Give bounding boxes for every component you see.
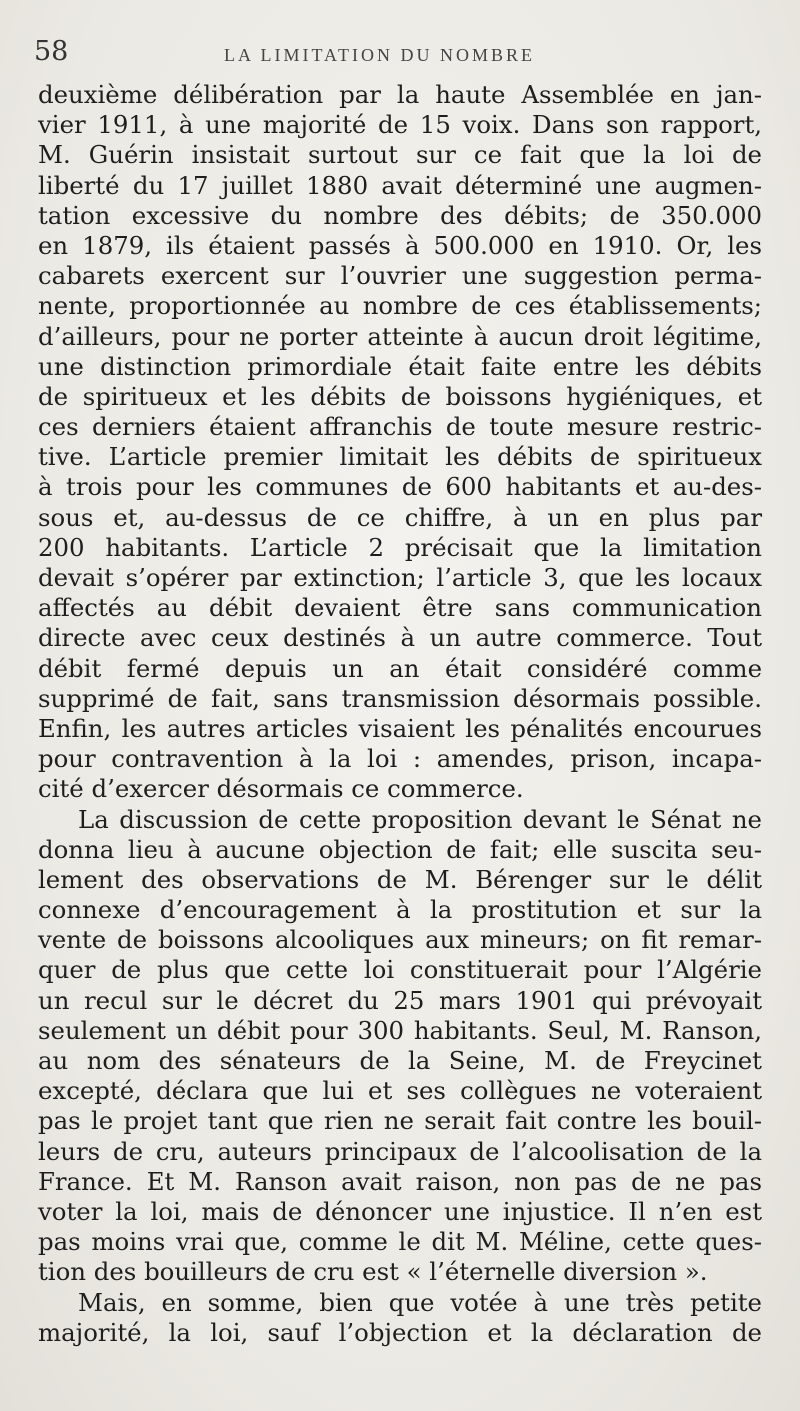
text-line: d’ailleurs, pour ne porter atteinte à aucun droit légitime, (38, 321, 762, 351)
paragraph-start-line: La discussion de cette proposition devant le Sénat ne (78, 804, 762, 834)
running-title: LA LIMITATION DU NOMBRE (224, 45, 536, 65)
paragraph-start-line: Mais, en somme, bien que votée à une très petite (78, 1287, 762, 1317)
text-line: liberté du 17 juillet 1880 avait déterminé une augmen- (38, 170, 762, 200)
text-line: devait s’opérer par extinction; l’article 3, que les locaux (38, 563, 762, 592)
text-line: France. Et M. Ranson avait raison, non pas de ne pas (38, 1166, 762, 1196)
paragraph-end-line: cité d’exercer désormais ce commerce. (38, 774, 524, 804)
text-line: pas moins vrai que, comme le dit M. Méline, cette ques- (38, 1227, 762, 1257)
text-line: connexe d’encouragement à la prostitution et sur la (38, 895, 762, 925)
running-header (34, 36, 770, 76)
text-line: affectés au débit devaient être sans communication (38, 593, 762, 623)
text-line: en 1879, ils étaient passés à 500.000 en 1910. Or, les (38, 230, 762, 260)
text-line: ces derniers étaient affranchis de toute mesure restric- (38, 412, 762, 442)
text-line: seulement un débit pour 300 habitants. Seul, M. Ranson, (38, 1015, 762, 1045)
text-line: pas le projet tant que rien ne serait fait contre les bouil- (38, 1106, 762, 1136)
text-line: supprimé de fait, sans transmission désormais possible. (38, 683, 762, 713)
text-line: à trois pour les communes de 600 habitants et au-des- (38, 472, 762, 502)
page-number: 58 (34, 36, 69, 67)
text-line: sous et, au-dessus de ce chiffre, à un en plus par (38, 502, 762, 532)
text-line: de spiritueux et les débits de boissons hygiéniques, et (38, 381, 762, 411)
text-line: Enfin, les autres articles visaient les pénalités encourues (38, 713, 762, 743)
text-line: vente de boissons alcooliques aux mineurs; on fit remar- (38, 925, 762, 955)
paragraph-end-line: tion des bouilleurs de cru est « l’éternelle diversion ». (38, 1257, 708, 1287)
text-line: quer de plus que cette loi constituerait pour l’Algérie (38, 955, 762, 985)
text-line: leurs de cru, auteurs principaux de l’alcoolisation de la (38, 1136, 762, 1166)
text-line: lement des observations de M. Bérenger sur le délit (38, 864, 762, 894)
text-line: débit fermé depuis un an était considéré comme (38, 653, 762, 683)
text-line: une distinction primordiale était faite entre les débits (38, 351, 762, 381)
text-line: un recul sur le décret du 25 mars 1901 qui prévoyait (38, 985, 762, 1015)
text-line: M. Guérin insistait surtout sur ce fait que la loi de (38, 140, 762, 170)
text-line: cabarets exercent sur l’ouvrier une suggestion perma- (38, 261, 762, 291)
text-line: deuxième délibération par la haute Assemblée en jan- (38, 80, 762, 109)
text-line: tation excessive du nombre des débits; de 350.000 (38, 200, 762, 230)
text-line: majorité, la loi, sauf l’objection et la déclaration de (38, 1317, 762, 1347)
text-line: pour contravention à la loi : amendes, prison, incapa- (38, 744, 762, 774)
text-line: donna lieu à aucune objection de fait; elle suscita seu- (38, 834, 762, 864)
body-text (38, 80, 762, 1348)
text-line: nente, proportionnée au nombre de ces établissements; (38, 291, 762, 321)
text-line: voter la loi, mais de dénoncer une injustice. Il n’en est (38, 1196, 762, 1226)
text-line: directe avec ceux destinés à un autre commerce. Tout (38, 623, 762, 653)
text-line: excepté, déclara que lui et ses collègues ne voteraient (38, 1076, 762, 1106)
text-line: 200 habitants. L’article 2 précisait que la limitation (38, 532, 762, 562)
text-line: vier 1911, à une majorité de 15 voix. Dans son rapport, (38, 110, 762, 140)
text-line: tive. L’article premier limitait les débits de spiritueux (38, 442, 762, 472)
text-line: au nom des sénateurs de la Seine, M. de Freycinet (38, 1046, 762, 1075)
